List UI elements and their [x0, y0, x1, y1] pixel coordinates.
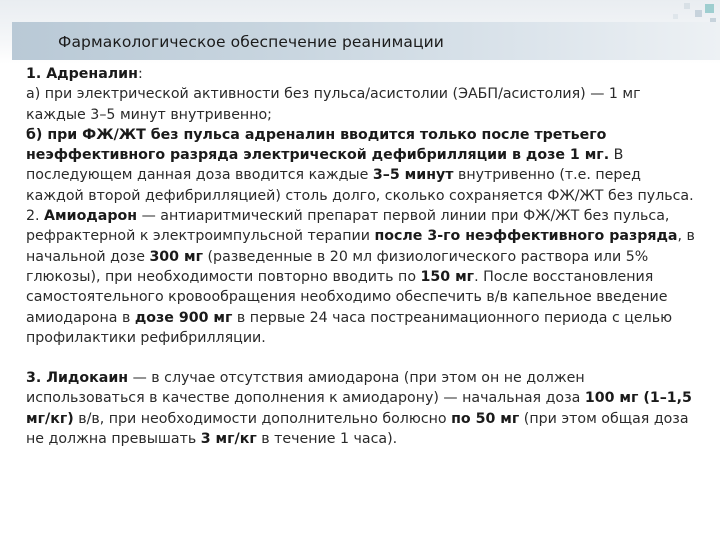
- text-run: после 3-го неэффективного разряда: [374, 228, 678, 245]
- text-run: 1. Адреналин: [26, 66, 138, 82]
- text-run: — в случае отсутствия амиодарона (при этом он не должен использоваться в качестве дополнения к амиодарону) — начальная доза: [26, 370, 585, 407]
- text-run: а) при электрической активности без пульса/асистолии (ЭАБП/асистолия) — 1 мг каждые 3–5 минут внутривенно;: [26, 86, 641, 123]
- text-run: — антиаритмический препарат первой линии при ФЖ/ЖТ без пульса, рефрактерной к электроимпульсной терапии: [26, 208, 670, 245]
- slide-content: [26, 64, 702, 449]
- text-run: по 50 мг: [451, 410, 520, 427]
- text-run: 3 мг/кг: [200, 431, 257, 448]
- text-run: в первые 24 часа постреанимационного периода с целью профилактики рефибрилляции.: [26, 309, 673, 346]
- text-run: 2.: [26, 208, 45, 225]
- text-run: 300 мг: [149, 248, 204, 265]
- paragraph-gap: [26, 348, 702, 368]
- paragraph-adrenaline-heading: [26, 64, 702, 84]
- text-run: в течение 1 часа).: [256, 431, 398, 448]
- paragraph-adrenaline-b: [26, 125, 702, 206]
- text-run: :: [137, 66, 143, 82]
- paragraph-adrenaline-a: [26, 84, 702, 125]
- text-run: 3–5 минут: [372, 167, 454, 184]
- text-run: 100 мг (1–1,5 мг/кг): [26, 390, 692, 427]
- text-run: в/в, при необходимости дополнительно болюсно: [73, 410, 452, 427]
- text-run: Амиодарон: [44, 208, 138, 225]
- text-run: В последующем данная доза вводится каждые: [26, 147, 624, 184]
- text-run: 3. Лидокаин: [26, 370, 129, 387]
- text-run: внутривенно (т.е. перед каждой второй дефибрилляцией) столь долго, сколько сохраняется ФЖ/ЖТ без пульса.: [26, 167, 694, 204]
- text-run: б) при ФЖ/ЖТ без пульса адреналин вводится только после третьего неэффективного разряда электрической дефибрилляции в дозе 1 мг.: [26, 126, 610, 164]
- paragraph-amiodarone: [26, 206, 702, 348]
- text-run: 150 мг: [420, 268, 475, 285]
- text-run: дозе 900 мг: [134, 309, 233, 326]
- text-run: (при этом общая доза не должна превышать: [26, 410, 689, 448]
- text-run: , в начальной дозе: [26, 228, 695, 265]
- text-run: . После восстановления самостоятельного кровообращения необходимо обеспечить в/в капельное введение амиодарона в: [26, 268, 668, 326]
- slide-title: Фармакологическое обеспечение реанимации: [58, 33, 444, 51]
- text-run: (разведенные в 20 мл физиологического раствора или 5% глюкозы), при необходимости повторно вводить по: [26, 248, 649, 285]
- paragraph-lidocaine: [26, 368, 702, 449]
